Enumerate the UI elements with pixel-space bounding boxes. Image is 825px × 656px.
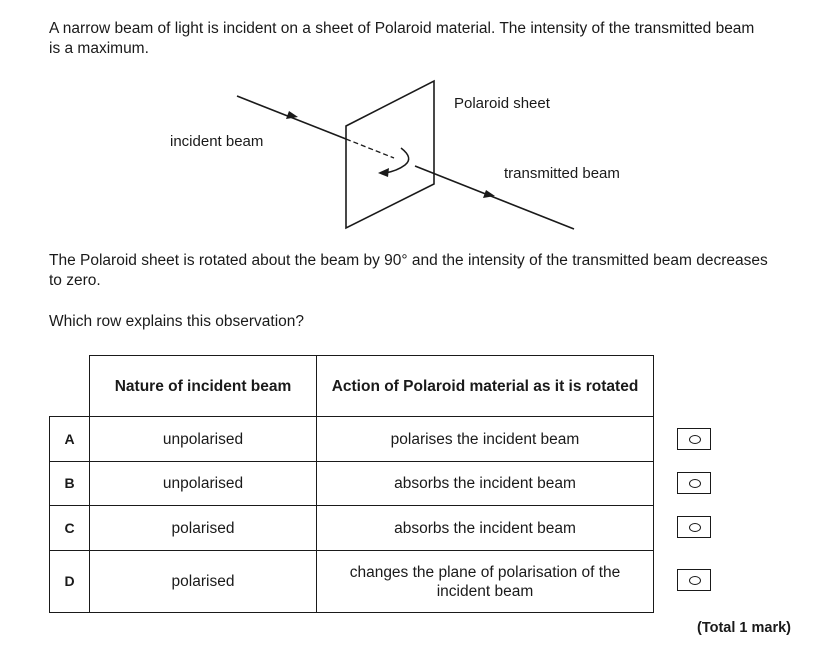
row-key: A xyxy=(50,417,90,462)
header-action: Action of Polaroid material as it is rotated xyxy=(317,356,654,417)
question-intro: A narrow beam of light is incident on a sheet of Polaroid material. The intensity of the transmitted beam is a maximum. xyxy=(49,20,755,57)
answer-a-checkbox[interactable] xyxy=(677,428,711,450)
table-row xyxy=(50,506,654,551)
answer-c-checkbox[interactable] xyxy=(677,516,711,538)
rotation-arrowhead xyxy=(378,168,389,177)
bubble-icon xyxy=(689,523,701,532)
total-marks: (Total 1 mark) xyxy=(697,620,792,636)
table-row xyxy=(50,551,654,613)
row-nature: unpolarised xyxy=(90,462,317,506)
row-nature: polarised xyxy=(90,551,317,613)
row-key: D xyxy=(50,551,90,613)
incident-beam-arrowhead xyxy=(286,111,298,119)
polaroid-sheet-label: Polaroid sheet xyxy=(454,95,550,112)
table-row xyxy=(50,417,654,462)
answer-b-checkbox[interactable] xyxy=(677,472,711,494)
answer-d-checkbox[interactable] xyxy=(677,569,711,591)
answers-table xyxy=(49,355,654,613)
row-key: B xyxy=(50,462,90,506)
row-action: changes the plane of polarisation of the incident beam xyxy=(317,551,654,613)
bubble-icon xyxy=(689,479,701,488)
transmitted-beam-label: transmitted beam xyxy=(504,165,620,182)
row-action: polarises the incident beam xyxy=(317,417,654,462)
polaroid-sheet xyxy=(346,81,434,228)
row-action: absorbs the incident beam xyxy=(317,462,654,506)
incident-beam-label: incident beam xyxy=(170,133,264,150)
row-nature: polarised xyxy=(90,506,317,551)
header-blank-cell xyxy=(50,356,90,417)
row-action: absorbs the incident beam xyxy=(317,506,654,551)
header-nature: Nature of incident beam xyxy=(90,356,317,417)
table-header-row xyxy=(50,356,654,417)
row-nature: unpolarised xyxy=(90,417,317,462)
table-row xyxy=(50,462,654,506)
bubble-icon xyxy=(689,435,701,444)
beam-hidden-segment xyxy=(346,139,394,158)
polaroid-diagram xyxy=(0,70,825,240)
bubble-icon xyxy=(689,576,701,585)
question-observation: The Polaroid sheet is rotated about the beam by 90° and the intensity of the transmitted beam decreases to zero. xyxy=(49,252,768,289)
question-prompt: Which row explains this observation? xyxy=(49,313,305,330)
row-key: C xyxy=(50,506,90,551)
